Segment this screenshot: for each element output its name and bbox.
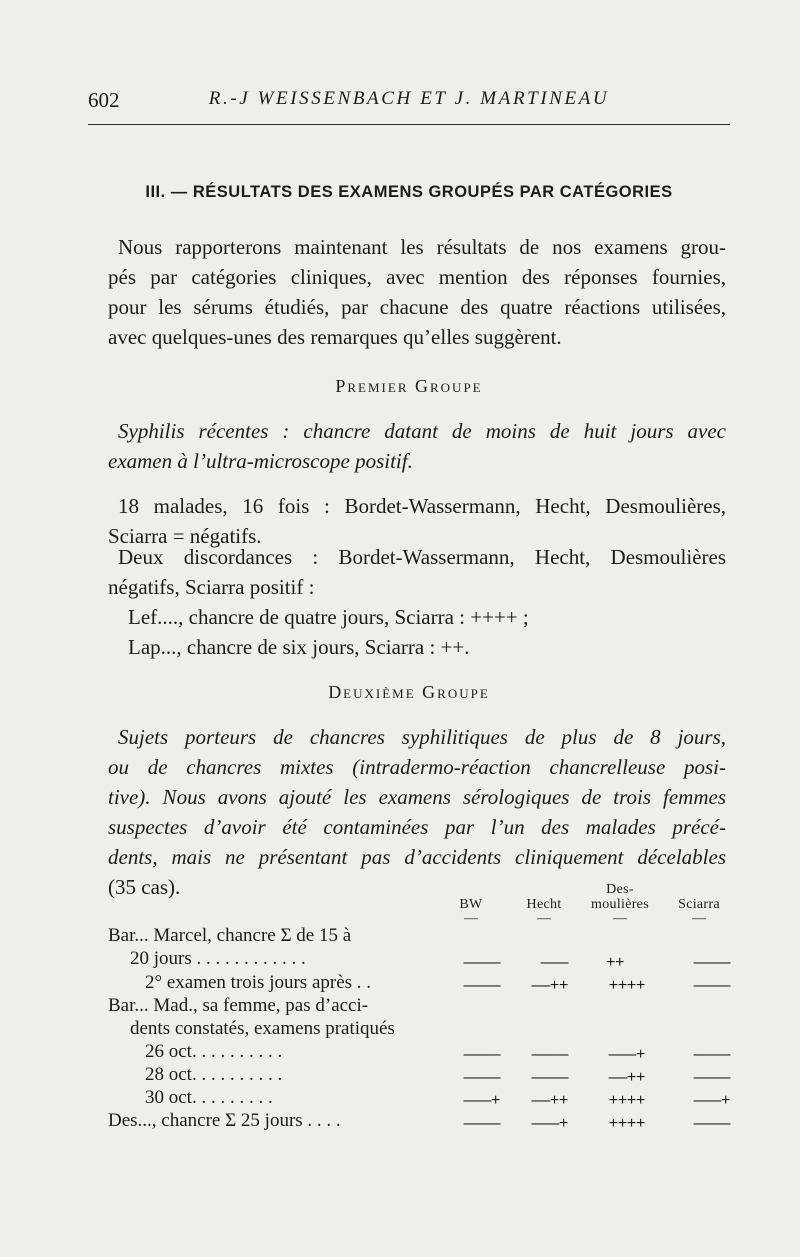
intro-line: avec quelques-unes des remarques qu’elles suggèrent.: [108, 325, 562, 349]
cell-sciarra: ————: [693, 977, 730, 995]
group2-subtitle-line: (35 cas).: [108, 875, 181, 899]
cell-desmoulieres: ———+: [608, 1046, 645, 1064]
group2-subtitle-line: tive). Nous avons ajouté les examens sérologiques de trois femmes: [108, 785, 726, 809]
cell-hecht: ———+: [531, 1115, 568, 1133]
cell-sciarra: ————: [693, 1069, 730, 1087]
cell-hecht: ———: [540, 954, 568, 972]
group2-subtitle-line: dents, mais ne présentant pas d’accidents cliniquement décelables: [108, 845, 726, 869]
group1-para2-line: Lap..., chancre de six jours, Sciarra : ++.: [128, 635, 470, 659]
intro-paragraph: [108, 232, 726, 352]
cell-hecht: ————: [531, 1069, 568, 1087]
table-row-label: 26 oct. . . . . . . . . .: [145, 1041, 283, 1062]
cell-sciarra: ————: [693, 954, 730, 972]
cell-bw: ———+: [463, 1092, 500, 1110]
cell-hecht: ——++: [531, 977, 568, 995]
intro-line: Nous rapporterons maintenant les résultats de nos examens grou-: [118, 235, 726, 259]
cell-desmoulieres: ++++: [608, 1092, 645, 1110]
group2-subtitle-line: suspectes d’avoir été contaminées par l’un des malades précé-: [108, 815, 726, 839]
group1-para2-line: Deux discordances : Bordet-Wassermann, Hecht, Desmoulières: [118, 545, 726, 569]
group1-subtitle-line: examen à l’ultra-microscope positif.: [108, 449, 413, 473]
running-title: R.-J WEISSENBACH ET J. MARTINEAU: [208, 88, 610, 109]
header-rule: [88, 124, 730, 125]
cell-hecht: ————: [531, 1046, 568, 1064]
cell-bw: ————: [463, 1069, 500, 1087]
cell-bw: ————: [463, 977, 500, 995]
group1-para1-line: 18 malades, 16 fois : Bordet-Wassermann, Hecht, Desmoulières,: [118, 494, 726, 518]
cell-desmoulieres: ——++: [608, 1069, 645, 1087]
column-header-hecht: Hecht: [526, 897, 562, 912]
table-row-label: Des..., chancre Σ 25 jours . . . .: [108, 1110, 341, 1131]
column-header-sciarra: Sciarra: [678, 897, 720, 912]
cell-desmoulieres: ++++: [608, 977, 645, 995]
cell-sciarra: ————: [693, 1046, 730, 1064]
group1-para1-line: Sciarra = négatifs.: [108, 524, 262, 548]
group1-subtitle: [108, 416, 726, 476]
table-row-label: dents constatés, examens pratiqués: [130, 1018, 395, 1039]
cell-desmoulieres: ++: [605, 954, 625, 972]
column-dash-desmoulieres: —: [613, 911, 627, 926]
column-header-desmoulieres: Des- moulières: [591, 882, 649, 912]
column-dash-sciarra: —: [692, 911, 706, 926]
group1-paragraph-2: [108, 542, 726, 662]
column-dash-bw: —: [464, 911, 478, 926]
group2-subtitle-line: Sujets porteurs de chancres syphilitiques de plus de 8 jours,: [118, 725, 726, 749]
group2-heading: Deuxième Groupe: [328, 682, 490, 702]
cell-bw: ————: [463, 1046, 500, 1064]
group1-para2-line: Lef...., chancre de quatre jours, Sciarra : ++++ ;: [128, 605, 529, 629]
page-number: 602: [88, 88, 120, 112]
cell-desmoulieres: ++++: [608, 1115, 645, 1133]
column-header-bw: BW: [459, 897, 483, 912]
cell-sciarra: ————: [693, 1115, 730, 1133]
intro-line: pés par catégories cliniques, avec mention des réponses fournies,: [108, 265, 726, 289]
group1-para2-line: négatifs, Sciarra positif :: [108, 575, 315, 599]
group2-subtitle-line: ou de chancres mixtes (intradermo-réaction chancrelleuse posi-: [108, 755, 726, 779]
column-dash-hecht: —: [537, 911, 551, 926]
cell-bw: ————: [463, 1115, 500, 1133]
table-row-label: 30 oct. . . . . . . . .: [145, 1087, 273, 1108]
section-title: III. — RÉSULTATS DES EXAMENS GROUPÉS PAR CATÉGORIES: [145, 183, 673, 201]
group2-subtitle: [108, 722, 726, 902]
table-row-label: Bar... Mad., sa femme, pas d’acci-: [108, 995, 369, 1016]
table-row-label: 28 oct. . . . . . . . . .: [145, 1064, 283, 1085]
table-row-label: Bar... Marcel, chancre Σ de 15 à: [108, 925, 352, 946]
cell-bw: ————: [463, 954, 500, 972]
cell-sciarra: ———+: [693, 1092, 730, 1110]
group1-subtitle-line: Syphilis récentes : chancre datant de moins de huit jours avec: [118, 419, 726, 443]
running-head: [88, 88, 730, 118]
table-row-label: 2° examen trois jours après . .: [145, 972, 372, 993]
group1-heading: Premier Groupe: [335, 376, 483, 396]
intro-line: pour les sérums étudiés, par chacune des quatre réactions utilisées,: [108, 295, 726, 319]
cell-hecht: ——++: [531, 1092, 568, 1110]
table-row-label: 20 jours . . . . . . . . . . . .: [130, 948, 306, 969]
